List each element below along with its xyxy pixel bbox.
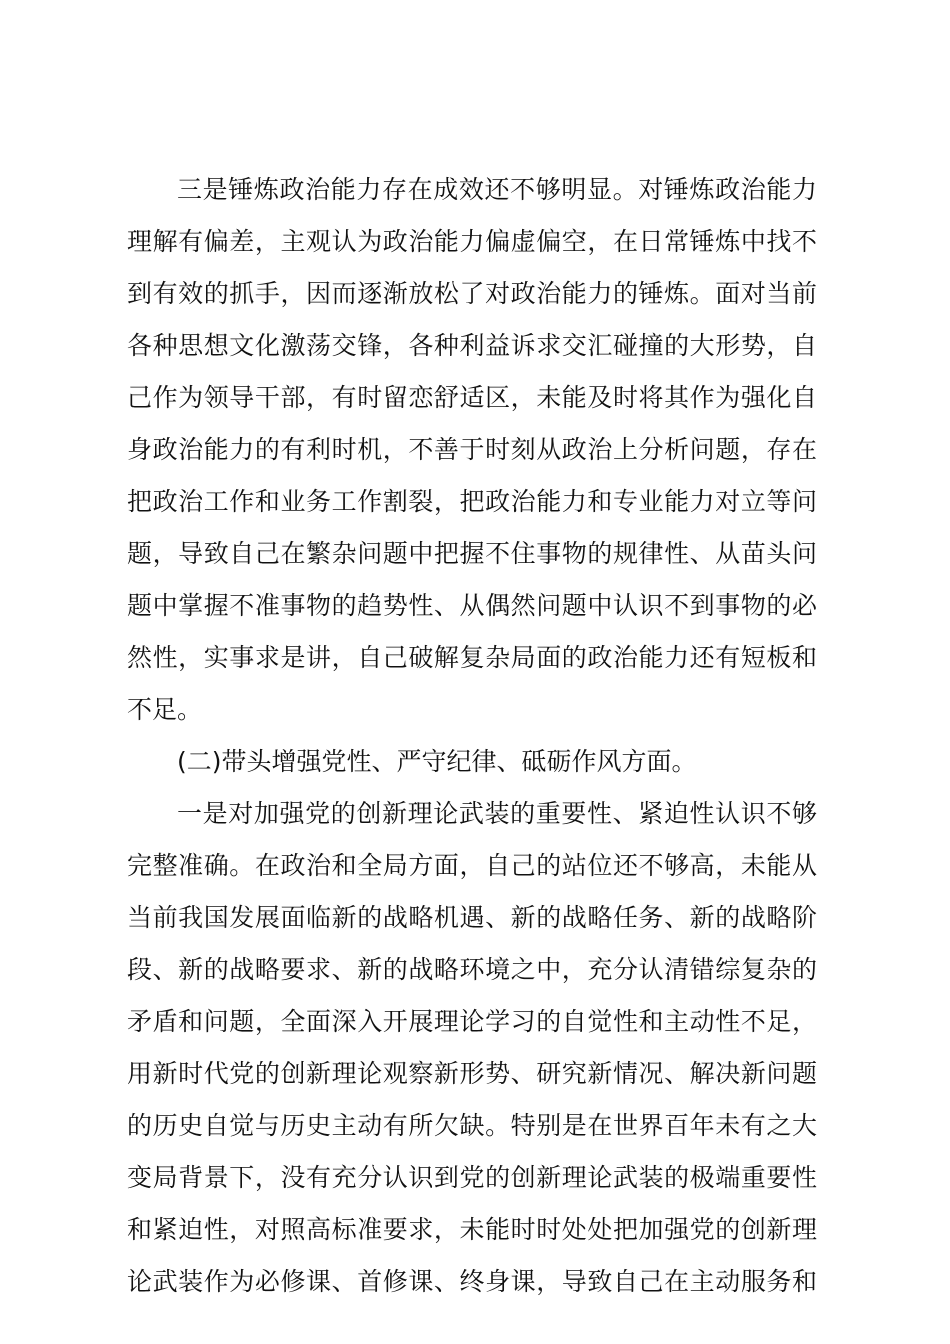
text-line: 题，导致自己在繁杂问题中把握不住事物的规律性、从苗头问 <box>127 539 817 568</box>
text-line: 然性，实事求是讲，自己破解复杂局面的政治能力还有短板和 <box>127 643 817 672</box>
text-line: 变局背景下，没有充分认识到党的创新理论武装的极端重要性 <box>127 1163 817 1192</box>
text-line: 当前我国发展面临新的战略机遇、新的战略任务、新的战略阶 <box>127 903 817 932</box>
text-line: 理解有偏差，主观认为政治能力偏虚偏空，在日常锤炼中找不 <box>127 227 817 256</box>
text-line: 各种思想文化激荡交锋，各种利益诉求交汇碰撞的大形势，自 <box>127 331 817 360</box>
text-line: 一是对加强党的创新理论武装的重要性、紧迫性认识不够 <box>177 799 817 828</box>
section-heading: (二)带头增强党性、严守纪律、砥砺作风方面。 <box>177 747 697 776</box>
text-line: 完整准确。在政治和全局方面，自己的站位还不够高，未能从 <box>127 851 817 880</box>
text-line: 论武装作为必修课、首修课、终身课，导致自己在主动服务和 <box>127 1267 817 1296</box>
text-line: 把政治工作和业务工作割裂，把政治能力和专业能力对立等问 <box>127 487 817 516</box>
text-line: 己作为领导干部，有时留恋舒适区，未能及时将其作为强化自 <box>127 383 817 412</box>
text-line: 用新时代党的创新理论观察新形势、研究新情况、解决新问题 <box>127 1059 817 1088</box>
text-line: 到有效的抓手，因而逐渐放松了对政治能力的锤炼。面对当前 <box>127 279 817 308</box>
text-line: 题中掌握不准事物的趋势性、从偶然问题中认识不到事物的必 <box>127 591 817 620</box>
text-line: 身政治能力的有利时机，不善于时刻从政治上分析问题，存在 <box>127 435 817 464</box>
text-line: 矛盾和问题，全面深入开展理论学习的自觉性和主动性不足， <box>127 1007 817 1036</box>
text-line: 的历史自觉与历史主动有所欠缺。特别是在世界百年未有之大 <box>127 1111 817 1140</box>
text-line: 三是锤炼政治能力存在成效还不够明显。对锤炼政治能力 <box>177 175 817 204</box>
text-line: 和紧迫性，对照高标准要求，未能时时处处把加强党的创新理 <box>127 1215 817 1244</box>
text-line: 段、新的战略要求、新的战略环境之中，充分认清错综复杂的 <box>127 955 817 984</box>
text-line: 不足。 <box>127 695 203 724</box>
